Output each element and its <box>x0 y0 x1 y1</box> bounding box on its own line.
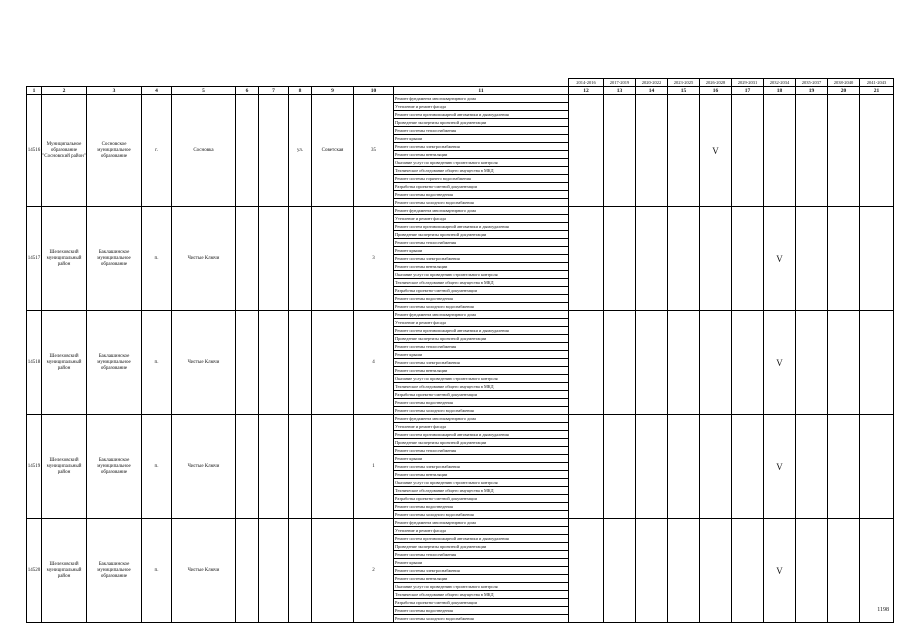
work-type-cell: Ремонт системы электроснабжения <box>394 359 569 367</box>
period-cell-empty <box>732 415 764 519</box>
column-number-cell: 8 <box>289 87 312 95</box>
period-cell-empty <box>668 519 700 623</box>
empty-cell <box>236 415 259 519</box>
work-type-cell: Ремонт системы водоотведения <box>394 295 569 303</box>
capital-repair-table <box>26 78 894 623</box>
house-number-cell: 3 <box>354 207 394 311</box>
period-cell-empty <box>569 95 604 207</box>
work-type-cell: Оказание услуг по проведению строительного контроля <box>394 375 569 383</box>
work-type-cell: Ремонт крыши <box>394 247 569 255</box>
work-type-cell: Разработка проектно-сметной документации <box>394 599 569 607</box>
period-cell-empty <box>732 207 764 311</box>
empty-cell <box>259 519 289 623</box>
work-type-cell: Оказание услуг по проведению строительного контроля <box>394 271 569 279</box>
street-type-cell <box>289 311 312 415</box>
period-cell-empty <box>700 415 732 519</box>
record-id: 14516 <box>27 95 42 207</box>
work-type-cell: Ремонт системы водоотведения <box>394 503 569 511</box>
settlement-type-cell: п. <box>142 415 172 519</box>
work-type-cell: Ремонт системы холодного водоснабжения <box>394 511 569 519</box>
work-type-cell: Разработка проектно-сметной документации <box>394 183 569 191</box>
work-row <box>27 415 894 423</box>
work-type-cell: Ремонт системы холодного водоснабжения <box>394 615 569 623</box>
period-cell-empty <box>828 415 860 519</box>
period-cell-empty <box>668 415 700 519</box>
period-cell-empty <box>636 95 668 207</box>
street-cell: Советская <box>312 95 354 207</box>
work-type-cell: Ремонт систем противопожарной автоматики и дымоудаления <box>394 431 569 439</box>
work-type-cell: Ремонт систем противопожарной автоматики и дымоудаления <box>394 111 569 119</box>
work-type-cell: Ремонт систем противопожарной автоматики и дымоудаления <box>394 327 569 335</box>
work-type-cell: Ремонт крыши <box>394 559 569 567</box>
period-cell-empty <box>732 95 764 207</box>
settlement-type-cell: п. <box>142 207 172 311</box>
blank-header-cell <box>394 79 569 87</box>
period-mark-cell: V <box>764 415 796 519</box>
period-cell: 2026-2028 <box>700 79 732 87</box>
column-number-cell: 2 <box>42 87 87 95</box>
work-type-cell: Техническое обследование общего имущества в МКД <box>394 383 569 391</box>
period-cell-empty <box>828 95 860 207</box>
period-header-row <box>27 79 894 87</box>
work-type-cell: Ремонт системы теплоснабжения <box>394 239 569 247</box>
work-type-cell: Утепление и ремонт фасада <box>394 215 569 223</box>
settlement-cell: Чистые Ключи <box>172 311 236 415</box>
record-id: 14520 <box>27 519 42 623</box>
street-type-cell <box>289 207 312 311</box>
column-number-cell: 9 <box>312 87 354 95</box>
blank-header-cell <box>236 79 259 87</box>
period-cell-empty <box>604 95 636 207</box>
work-type-cell: Проведение экспертизы проектной документации <box>394 231 569 239</box>
period-cell-empty <box>796 311 828 415</box>
street-cell <box>312 415 354 519</box>
district-cell: Муниципальное образование "Сосновский район" <box>42 95 87 207</box>
document-sheet <box>26 78 887 623</box>
work-type-cell: Утепление и ремонт фасада <box>394 423 569 431</box>
empty-cell <box>259 95 289 207</box>
period-mark-cell: V <box>764 519 796 623</box>
settlement-type-cell: п. <box>142 311 172 415</box>
work-type-cell: Ремонт системы теплоснабжения <box>394 343 569 351</box>
period-cell-empty <box>796 519 828 623</box>
column-number-cell: 6 <box>236 87 259 95</box>
work-type-cell: Утепление и ремонт фасада <box>394 319 569 327</box>
work-type-cell: Проведение экспертизы проектной документации <box>394 439 569 447</box>
empty-cell <box>259 415 289 519</box>
work-type-cell: Ремонт фундамента многоквартирного дома <box>394 415 569 423</box>
period-cell-empty <box>636 311 668 415</box>
work-type-cell: Ремонт фундамента многоквартирного дома <box>394 95 569 103</box>
work-type-cell: Ремонт системы теплоснабжения <box>394 551 569 559</box>
house-number-cell: 2 <box>354 519 394 623</box>
municipality-cell: Сосновское муниципальное образование <box>87 95 142 207</box>
settlement-cell: Чистые Ключи <box>172 519 236 623</box>
column-number-cell: 17 <box>732 87 764 95</box>
period-cell-empty <box>796 207 828 311</box>
period-cell-empty <box>569 311 604 415</box>
work-type-cell: Оказание услуг по проведению строительного контроля <box>394 583 569 591</box>
work-type-cell: Ремонт крыши <box>394 135 569 143</box>
blank-header-cell <box>42 79 87 87</box>
period-cell: 2035-2037 <box>796 79 828 87</box>
work-type-cell: Проведение экспертизы проектной документации <box>394 335 569 343</box>
work-row <box>27 311 894 319</box>
municipality-cell: Баклашинское муниципальное образование <box>87 311 142 415</box>
blank-header-cell <box>142 79 172 87</box>
work-type-cell: Оказание услуг по проведению строительного контроля <box>394 159 569 167</box>
house-number-cell: 1 <box>354 415 394 519</box>
settlement-cell: Сосновка <box>172 95 236 207</box>
work-type-cell: Ремонт системы вентиляции <box>394 263 569 271</box>
municipality-cell: Баклашинское муниципальное образование <box>87 415 142 519</box>
period-cell-empty <box>700 311 732 415</box>
street-cell <box>312 311 354 415</box>
period-cell: 2032-2034 <box>764 79 796 87</box>
column-number-cell: 4 <box>142 87 172 95</box>
settlement-type-cell: п. <box>142 519 172 623</box>
period-cell-empty <box>860 311 894 415</box>
column-number-row <box>27 87 894 95</box>
column-number-cell: 21 <box>860 87 894 95</box>
work-type-cell: Ремонт системы горячего водоснабжения <box>394 175 569 183</box>
column-number-cell: 13 <box>604 87 636 95</box>
work-type-cell: Ремонт системы холодного водоснабжения <box>394 303 569 311</box>
period-mark-cell: V <box>700 95 732 207</box>
record-id: 14518 <box>27 311 42 415</box>
period-cell-empty <box>569 519 604 623</box>
house-number-cell: 4 <box>354 311 394 415</box>
blank-header-cell <box>354 79 394 87</box>
blank-header-cell <box>312 79 354 87</box>
work-type-cell: Ремонт фундамента многоквартирного дома <box>394 519 569 527</box>
work-type-cell: Техническое обследование общего имущества в МКД <box>394 167 569 175</box>
period-cell-empty <box>604 207 636 311</box>
work-type-cell: Ремонт фундамента многоквартирного дома <box>394 207 569 215</box>
column-number-cell: 10 <box>354 87 394 95</box>
period-cell: 2041-2043 <box>860 79 894 87</box>
work-type-cell: Ремонт системы вентиляции <box>394 471 569 479</box>
work-type-cell: Ремонт фундамента многоквартирного дома <box>394 311 569 319</box>
period-cell: 2038-2040 <box>828 79 860 87</box>
work-type-cell: Проведение экспертизы проектной документации <box>394 543 569 551</box>
period-cell: 2023-2025 <box>668 79 700 87</box>
period-cell-empty <box>636 207 668 311</box>
municipality-cell: Баклашинское муниципальное образование <box>87 207 142 311</box>
district-cell: Шелеховский муниципальный район <box>42 415 87 519</box>
record-id: 14519 <box>27 415 42 519</box>
column-number-cell: 7 <box>259 87 289 95</box>
work-type-cell: Техническое обследование общего имущества в МКД <box>394 487 569 495</box>
street-cell <box>312 519 354 623</box>
column-number-cell: 15 <box>668 87 700 95</box>
street-cell <box>312 207 354 311</box>
period-cell: 2017-2019 <box>604 79 636 87</box>
work-type-cell: Ремонт систем противопожарной автоматики и дымоудаления <box>394 535 569 543</box>
page-number: 1198 <box>877 607 889 613</box>
district-cell: Шелеховский муниципальный район <box>42 207 87 311</box>
column-number-cell: 18 <box>764 87 796 95</box>
period-cell-empty <box>636 415 668 519</box>
period-cell: 2014-2016 <box>569 79 604 87</box>
work-type-cell: Ремонт системы холодного водоснабжения <box>394 199 569 207</box>
blank-header-cell <box>27 79 42 87</box>
column-number-cell: 19 <box>796 87 828 95</box>
empty-cell <box>236 311 259 415</box>
empty-cell <box>259 311 289 415</box>
period-cell-empty <box>796 95 828 207</box>
blank-header-cell <box>172 79 236 87</box>
period-cell-empty <box>668 95 700 207</box>
empty-cell <box>236 519 259 623</box>
column-number-cell: 16 <box>700 87 732 95</box>
period-cell-empty <box>732 311 764 415</box>
work-type-cell: Ремонт системы электроснабжения <box>394 255 569 263</box>
period-cell: 2029-2031 <box>732 79 764 87</box>
settlement-cell: Чистые Ключи <box>172 207 236 311</box>
district-cell: Шелеховский муниципальный район <box>42 311 87 415</box>
work-type-cell: Ремонт системы вентиляции <box>394 151 569 159</box>
house-number-cell: 35 <box>354 95 394 207</box>
work-type-cell: Ремонт системы водоотведения <box>394 399 569 407</box>
street-type-cell: ул. <box>289 95 312 207</box>
work-type-cell: Проведение экспертизы проектной документации <box>394 119 569 127</box>
work-type-cell: Оказание услуг по проведению строительного контроля <box>394 479 569 487</box>
period-cell-empty <box>764 95 796 207</box>
work-type-cell: Разработка проектно-сметной документации <box>394 495 569 503</box>
work-type-cell: Ремонт системы электроснабжения <box>394 143 569 151</box>
blank-header-cell <box>87 79 142 87</box>
period-cell-empty <box>860 415 894 519</box>
period-cell-empty <box>604 519 636 623</box>
period-cell-empty <box>668 311 700 415</box>
work-type-cell: Ремонт системы вентиляции <box>394 575 569 583</box>
work-type-cell: Утепление и ремонт фасада <box>394 103 569 111</box>
period-cell-empty <box>569 207 604 311</box>
column-number-cell: 14 <box>636 87 668 95</box>
period-cell-empty <box>569 415 604 519</box>
period-cell-empty <box>860 95 894 207</box>
empty-cell <box>236 95 259 207</box>
record-id: 14517 <box>27 207 42 311</box>
work-type-cell: Разработка проектно-сметной документации <box>394 391 569 399</box>
work-type-cell: Техническое обследование общего имущества в МКД <box>394 591 569 599</box>
column-number-cell: 20 <box>828 87 860 95</box>
work-row <box>27 519 894 527</box>
period-cell-empty <box>796 415 828 519</box>
settlement-cell: Чистые Ключи <box>172 415 236 519</box>
work-type-cell: Ремонт системы электроснабжения <box>394 567 569 575</box>
blank-header-cell <box>259 79 289 87</box>
settlement-type-cell: г. <box>142 95 172 207</box>
work-type-cell: Утепление и ремонт фасада <box>394 527 569 535</box>
empty-cell <box>236 207 259 311</box>
period-mark-cell: V <box>764 311 796 415</box>
column-number-cell: 5 <box>172 87 236 95</box>
period-cell-empty <box>604 311 636 415</box>
period-cell-empty <box>668 207 700 311</box>
work-type-cell: Ремонт системы водоотведения <box>394 607 569 615</box>
work-type-cell: Ремонт системы электроснабжения <box>394 463 569 471</box>
period-cell-empty <box>732 519 764 623</box>
work-type-cell: Техническое обследование общего имущества в МКД <box>394 279 569 287</box>
period-mark-cell: V <box>764 207 796 311</box>
table-body <box>27 79 894 623</box>
work-type-cell: Ремонт крыши <box>394 351 569 359</box>
period-cell-empty <box>700 207 732 311</box>
work-type-cell: Ремонт системы холодного водоснабжения <box>394 407 569 415</box>
work-type-cell: Ремонт крыши <box>394 455 569 463</box>
work-type-cell: Разработка проектно-сметной документации <box>394 287 569 295</box>
column-number-cell: 3 <box>87 87 142 95</box>
district-cell: Шелеховский муниципальный район <box>42 519 87 623</box>
column-number-cell: 12 <box>569 87 604 95</box>
street-type-cell <box>289 415 312 519</box>
period-cell-empty <box>828 311 860 415</box>
period-cell-empty <box>828 519 860 623</box>
work-type-cell: Ремонт системы теплоснабжения <box>394 127 569 135</box>
municipality-cell: Баклашинское муниципальное образование <box>87 519 142 623</box>
period-cell-empty <box>604 415 636 519</box>
blank-header-cell <box>289 79 312 87</box>
period-cell: 2020-2022 <box>636 79 668 87</box>
period-cell-empty <box>636 519 668 623</box>
street-type-cell <box>289 519 312 623</box>
column-number-cell: 11 <box>394 87 569 95</box>
period-cell-empty <box>700 519 732 623</box>
work-type-cell: Ремонт системы вентиляции <box>394 367 569 375</box>
work-row <box>27 207 894 215</box>
period-cell-empty <box>860 207 894 311</box>
period-cell-empty <box>828 207 860 311</box>
column-number-cell: 1 <box>27 87 42 95</box>
empty-cell <box>259 207 289 311</box>
work-row <box>27 95 894 103</box>
work-type-cell: Ремонт системы теплоснабжения <box>394 447 569 455</box>
work-type-cell: Ремонт системы водоотведения <box>394 191 569 199</box>
work-type-cell: Ремонт систем противопожарной автоматики и дымоудаления <box>394 223 569 231</box>
